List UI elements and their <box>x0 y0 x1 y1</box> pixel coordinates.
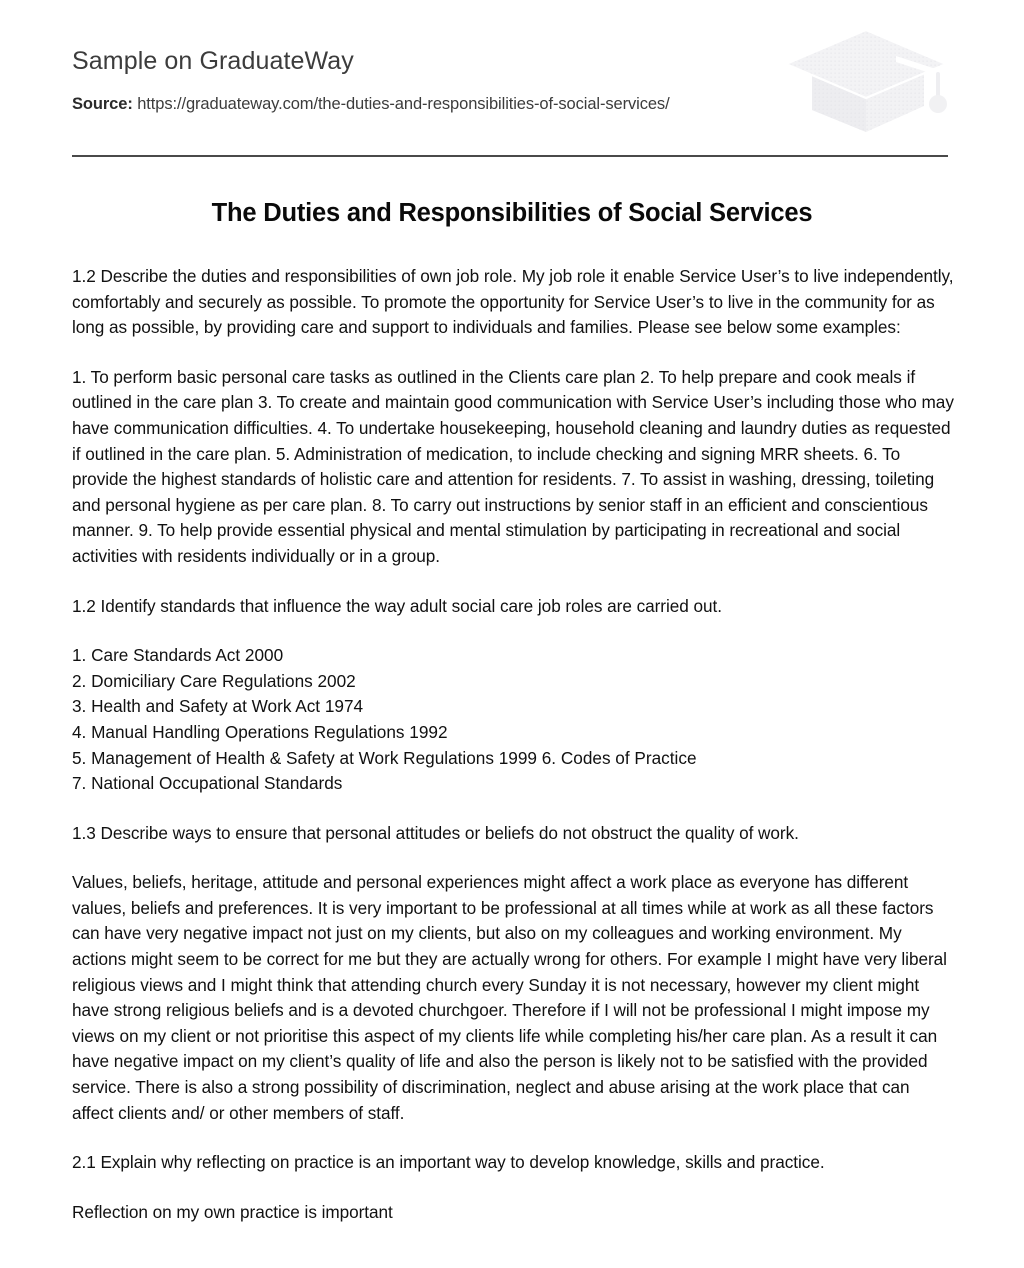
paragraph-duties-numbered-list: 1. To perform basic personal care tasks as outlined in the Clients care plan 2. To help prepare and cook meals if outlined in the care plan 3. To create and maintain good communication with Service User’s including those who may have communication difficulties. 4. To undertake housekeeping, household cleaning and laundry duties as requested if outlined in the care plan. 5. Administration of medication, to include checking and signing MRR sheets. 6. To provide the highest standards of holistic care and attention for residents. 7. To assist in washing, dressing, toileting and personal hygiene as per care plan. 8. To carry out instructions by senior staff in an efficient and conscientious manner. 9. To help provide essential physical and mental stimulation by participating in recreational and social activities with residents individually or in a group. <box>72 366 954 566</box>
brand-title: Sample on GraduateWay <box>72 47 354 75</box>
paragraph-values-beliefs: Values, beliefs, heritage, attitude and personal experiences might affect a work place as everyone has different values, beliefs and preferences. It is very important to be professional at all times while at work as all these factors can have very negative impact not just on my clients, but also on my colleagues and working environment. My actions might seem to be correct for me but they are actually wrong for others. For example I might have very liberal religious views and I might think that attending church every Sunday it is not necessary, however my client might have strong religious beliefs and is a devoted churchgoer. Therefore if I will not be professional I might impose my views on my client or not prioritise this aspect of my clients life while completing his/her care plan. As a result it can have negative impact on my client’s quality of life and also the person is likely not to be satisfied with the provided service. There is also a strong possibility of discrimination, neglect and abuse arising at the work place that can affect clients and/ or other members of staff. <box>72 872 947 1123</box>
source-url[interactable]: https://graduateway.com/the-duties-and-responsibilities-of-social-services/ <box>137 95 670 113</box>
source-line <box>72 76 948 114</box>
list-item: 5. Management of Health & Safety at Work Regulations 1999 6. Codes of Practice <box>72 747 697 768</box>
header-divider <box>72 155 948 157</box>
list-item: 3. Health and Safety at Work Act 1974 <box>72 696 364 717</box>
paragraph-job-role-duties: 1.2 Describe the duties and responsibilities of own job role. My job role it enable Service User’s to live independently, comfortably and securely as possible. To promote the opportunity for Service User’s to live in the community for as long as possible, by providing care and support to individuals and families. Please see below some examples: <box>72 266 954 338</box>
paragraph-reflecting-heading: 2.1 Explain why reflecting on practice is an important way to develop knowledge, skills and practice. <box>72 1152 825 1173</box>
standards-list <box>72 643 954 797</box>
list-item: 4. Manual Handling Operations Regulations 1992 <box>72 721 448 742</box>
source-label: Source: <box>72 95 133 113</box>
paragraph-reflection-closing: Reflection on my own practice is important <box>72 1201 393 1222</box>
page-header <box>0 0 1024 114</box>
list-item: 2. Domiciliary Care Regulations 2002 <box>72 670 356 691</box>
document-body <box>72 264 954 1225</box>
list-item: 1. Care Standards Act 2000 <box>72 645 284 666</box>
paragraph-identify-standards-heading: 1.2 Identify standards that influence the way adult social care job roles are carried out. <box>72 595 722 616</box>
page-title: The Duties and Responsibilities of Social Services <box>211 199 813 227</box>
paragraph-personal-attitudes-heading: 1.3 Describe ways to ensure that personal attitudes or beliefs do not obstruct the quality of work. <box>72 822 799 843</box>
list-item: 7. National Occupational Standards <box>72 773 343 794</box>
